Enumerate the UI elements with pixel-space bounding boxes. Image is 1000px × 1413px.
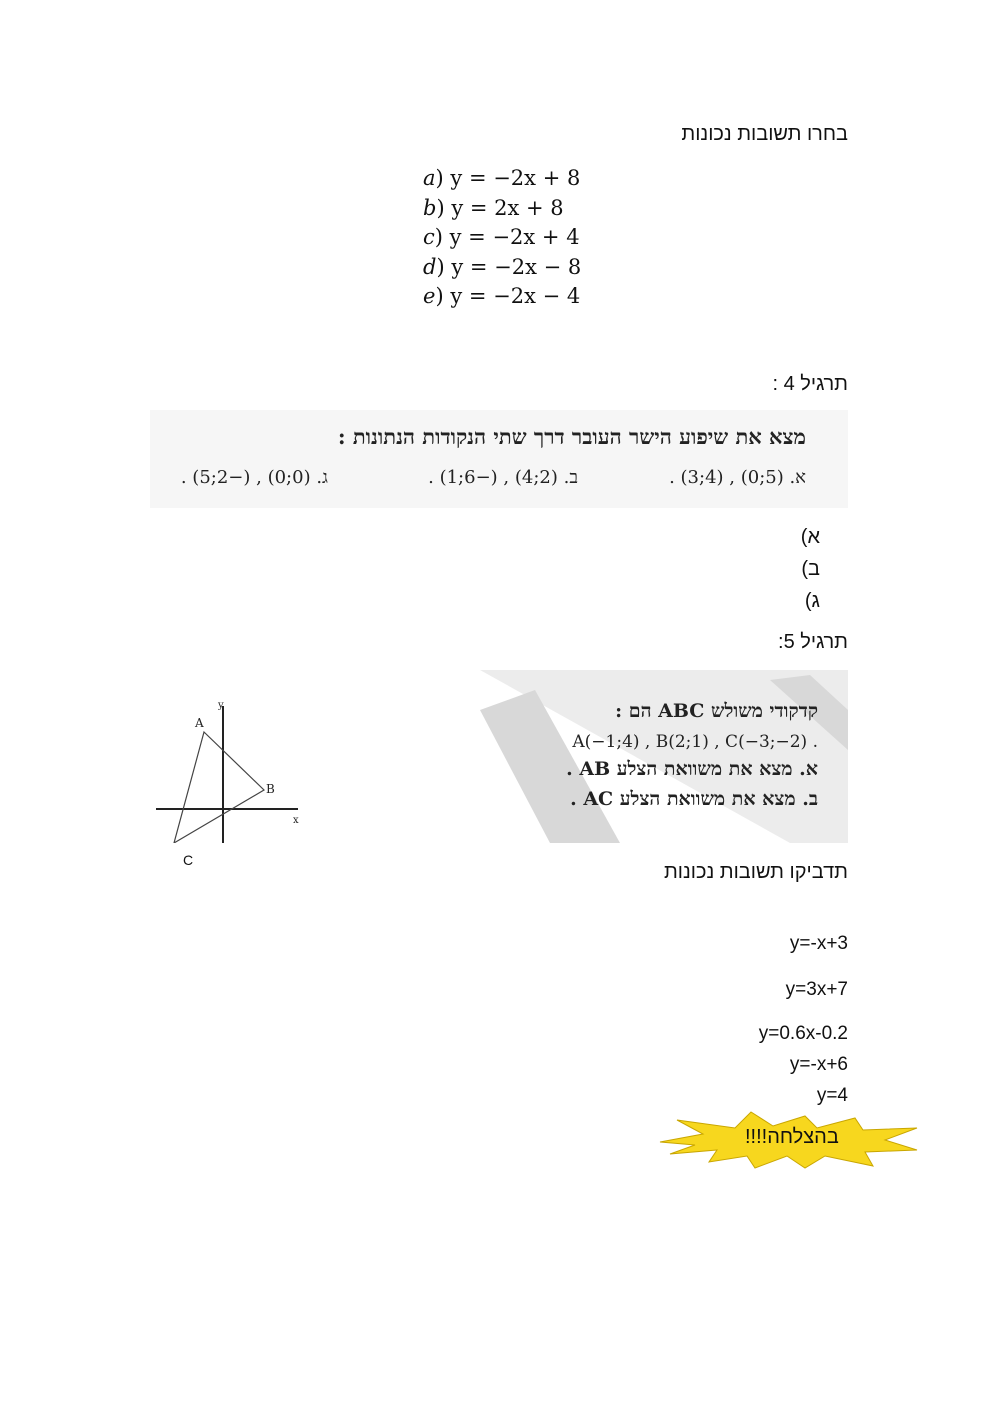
exercise-5-image (150, 670, 848, 843)
option-a[interactable]: a) y = −2x + 8 (423, 166, 581, 190)
option-c[interactable]: c) y = −2x + 4 (423, 225, 580, 249)
good-luck-text: בהצלחה!!!! (745, 1126, 839, 1148)
ex4-answer-c: ג) (804, 590, 820, 612)
option-e[interactable]: e) y = −2x − 4 (423, 284, 581, 308)
exercise-5-title: תרגיל 5: (778, 631, 848, 653)
point-c-label: C (183, 852, 194, 868)
answer-4[interactable]: y=-x+6 (789, 1054, 848, 1075)
drag-heading: תדביקו תשובות נכונות (663, 861, 848, 883)
ex4-answer-a: א) (800, 526, 820, 548)
option-d[interactable]: d) y = −2x − 8 (423, 254, 582, 279)
ex4-answer-b: ב) (801, 558, 820, 580)
ex5-line-4: ב. מצא את משוואת הצלע AC . (570, 788, 818, 810)
ex5-line-1: קדקודי משולש ABC הם : (615, 700, 818, 722)
ex4-part-c: ג. (0;0) , (−2;5) . (180, 467, 328, 488)
triangle-graph (150, 670, 310, 843)
option-b[interactable]: b) y = 2x + 8 (423, 195, 564, 220)
ex4-question: מצא את שיפוע הישר העובר דרך שתי הנקודות הנתונות : (337, 424, 806, 449)
choose-heading: בחרו תשובות נכונות (681, 123, 848, 145)
answer-2[interactable]: y=3x+7 (785, 979, 848, 1000)
answer-1[interactable]: y=-x+3 (789, 933, 848, 954)
ex5-line-3: א. מצא את משוואת הצלע AB . (566, 758, 818, 780)
y-axis-label: y (218, 700, 224, 711)
ex4-part-a: א. (5;0) , (4;3) . (669, 467, 806, 488)
point-a-label: A (195, 716, 204, 730)
answer-3[interactable]: y=0.6x-0.2 (758, 1023, 848, 1044)
exercise-4-title: תרגיל 4 : (772, 373, 848, 395)
exercise-4-image (150, 410, 848, 508)
point-b-label: B (266, 782, 275, 796)
ex4-part-b: ב. (2;4) , (−6;1) . (428, 467, 578, 488)
equation-options (423, 164, 581, 312)
ex5-line-2: A(−1;4) , B(2;1) , C(−3;−2) . (572, 732, 818, 752)
answer-5[interactable]: y=4 (816, 1085, 848, 1106)
x-axis-label: x (293, 815, 299, 826)
